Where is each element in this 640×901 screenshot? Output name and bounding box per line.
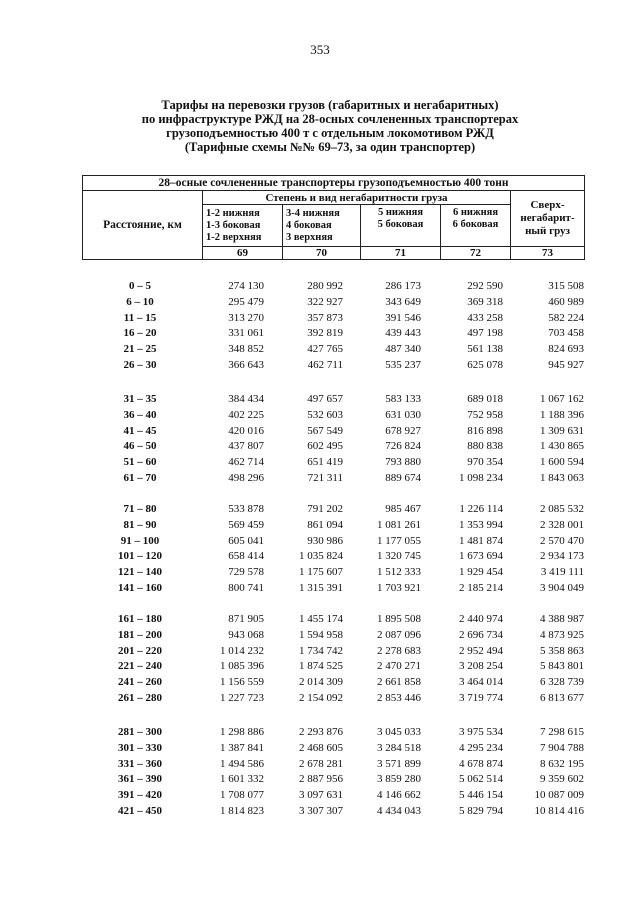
tariff-73-cell: 1 600 594 [540,456,584,469]
tariff-73-cell: 2 570 470 [540,534,584,547]
distance-cell: 26 – 30 [123,358,157,371]
degree-header: Степень и вид негабаритности груза [203,191,511,205]
tariff-73-cell: 315 508 [548,280,584,292]
tariff-73-cell: 2 328 001 [540,518,584,531]
tariff-73-cell: 582 224 [548,311,584,324]
distance-cell: 71 – 80 [123,503,157,515]
table-header [82,175,585,260]
tariff-71-cell: 1 512 333 [377,566,421,579]
table-row [0,392,640,408]
tariff-72-cell: 970 354 [467,456,503,469]
table-row [0,804,640,820]
tariff-69-cell: 1 814 823 [220,804,264,817]
tariff-72-cell: 880 838 [467,440,503,453]
degree-line: 1-2 нижняя [206,207,260,219]
tariff-69-cell: 605 041 [228,534,264,547]
tariff-70-cell: 322 927 [307,295,343,308]
tariff-72-cell: 561 138 [467,343,503,356]
table-main-header: 28–осные сочлененные транспортеры грузоподъемностью 400 тонн [83,176,585,191]
distance-cell: 101 – 120 [118,550,162,563]
row-group [0,612,640,707]
table-row [0,725,640,741]
tariff-72-cell: 497 198 [467,327,503,340]
tariff-71-cell: 631 030 [385,408,421,421]
tariff-70-cell: 2 887 956 [299,773,343,786]
table-row [0,565,640,581]
tariff-72-cell: 1 098 234 [459,471,503,484]
tariff-72-cell: 433 258 [467,311,503,324]
tariff-69-cell: 348 852 [228,343,264,356]
title-line: грузоподъемностью 400 т с отдельным локомотивом РЖД [166,126,494,140]
tariff-72-cell: 2 696 734 [459,628,503,641]
tariff-69-cell: 1 085 396 [220,660,264,673]
tariff-70-cell: 1 175 607 [299,566,343,579]
table-row [0,455,640,471]
tariff-69-cell: 274 130 [228,280,264,292]
tariff-69-cell: 1 387 841 [220,741,264,754]
tariff-72-cell: 3 975 534 [459,726,503,738]
distance-cell: 161 – 180 [118,613,162,625]
tariff-69-cell: 1 298 886 [220,726,264,738]
table-row [0,691,640,707]
oversize-header-line: негабарит- [520,212,575,224]
tariff-70-cell: 2 293 876 [299,726,343,738]
tariff-71-cell: 2 470 271 [377,660,421,673]
tariff-72-cell: 1 481 874 [459,534,503,547]
tariff-72-cell: 625 078 [467,358,503,371]
distance-cell: 61 – 70 [123,471,157,484]
tariff-71-cell: 343 649 [385,295,421,308]
distance-cell: 121 – 140 [118,566,162,579]
tariff-71-cell: 726 824 [385,440,421,453]
title-line: по инфраструктуре РЖД на 28-осных сочлененных транспортерах [141,112,519,126]
tariff-70-cell: 392 819 [307,327,343,340]
table-row [0,549,640,565]
tariff-69-cell: 498 296 [228,471,264,484]
table-row [0,675,640,691]
page-title [80,98,580,154]
degree-line: 1-3 боковая [206,219,261,231]
tariff-70-cell: 930 986 [307,534,343,547]
degree-line: 1-2 верхняя [206,231,262,243]
tariff-70-cell: 1 594 958 [299,628,343,641]
oversize-header-line: ный груз [525,225,570,237]
tariff-72-cell: 689 018 [467,393,503,405]
tariff-73-cell: 10 814 416 [534,804,584,817]
degree-line: 5 боковая [377,219,424,230]
tariff-71-cell: 1 081 261 [377,518,421,531]
tariff-72-cell: 2 440 974 [459,613,503,625]
tariff-71-cell: 3 571 899 [377,757,421,770]
tariff-71-cell: 3 045 033 [377,726,421,738]
tariff-72-cell: 3 719 774 [459,691,503,704]
tariff-73-cell: 4 388 987 [540,613,584,625]
distance-cell: 36 – 40 [123,408,157,421]
tariff-71-cell: 1 895 508 [377,613,421,625]
tariff-70-cell: 3 097 631 [299,789,343,802]
scheme-number: 71 [361,247,441,260]
tariff-70-cell: 2 678 281 [299,757,343,770]
distance-cell: 361 – 390 [118,773,162,786]
tariff-73-cell: 945 927 [548,358,584,371]
tariff-73-cell: 7 298 615 [540,726,584,738]
tariff-69-cell: 437 807 [228,440,264,453]
tariff-70-cell: 3 307 307 [299,804,343,817]
tariff-70-cell: 1 315 391 [299,581,343,594]
distance-cell: 421 – 450 [118,804,162,817]
page-number: 353 [310,42,330,57]
tariff-72-cell: 3 208 254 [459,660,503,673]
tariff-69-cell: 871 905 [228,613,264,625]
tariff-70-cell: 1 455 174 [299,613,343,625]
degree-col-70 [283,205,361,247]
table-row [0,326,640,342]
tariff-72-cell: 1 673 694 [459,550,503,563]
tariff-69-cell: 533 878 [228,503,264,515]
degree-line: 6 боковая [452,219,499,230]
tariff-72-cell: 5 829 794 [459,804,503,817]
title-line: Тарифы на перевозки грузов (габаритных и негабаритных) [161,98,499,112]
tariff-71-cell: 985 467 [385,503,421,515]
tariff-72-cell: 292 590 [467,280,503,292]
tariff-70-cell: 462 711 [307,358,343,371]
distance-cell: 11 – 15 [123,311,157,324]
table-row [0,424,640,440]
distance-cell: 21 – 25 [123,343,157,356]
tariff-72-cell: 2 185 214 [459,581,503,594]
tariff-73-cell: 824 693 [548,343,584,356]
tariff-69-cell: 1 708 077 [220,789,264,802]
tariff-69-cell: 800 741 [228,581,264,594]
tariff-71-cell: 678 927 [385,424,421,437]
tariff-70-cell: 2 014 309 [299,676,343,689]
tariff-71-cell: 793 880 [385,456,421,469]
tariff-70-cell: 427 765 [307,343,343,356]
distance-cell: 301 – 330 [118,741,162,754]
tariff-69-cell: 462 714 [228,456,264,469]
scheme-number: 73 [511,247,585,260]
tariff-71-cell: 2 087 096 [377,628,421,641]
tariff-70-cell: 1 874 525 [299,660,343,673]
tariff-73-cell: 2 085 532 [540,503,584,515]
table-row [0,342,640,358]
table-row [0,788,640,804]
tariff-70-cell: 861 094 [307,518,343,531]
tariff-71-cell: 2 661 858 [377,676,421,689]
tariff-71-cell: 1 177 055 [377,534,421,547]
tariff-72-cell: 3 464 014 [459,676,503,689]
row-group [0,392,640,487]
distance-cell: 221 – 240 [118,660,162,673]
tariff-73-cell: 5 843 801 [540,660,584,673]
distance-cell: 391 – 420 [118,789,162,802]
tariff-71-cell: 2 278 683 [377,644,421,657]
tariff-69-cell: 943 068 [228,628,264,641]
tariff-70-cell: 567 549 [307,424,343,437]
distance-cell: 46 – 50 [123,440,157,453]
table-row [0,518,640,534]
tariff-72-cell: 2 952 494 [459,644,503,657]
tariff-69-cell: 1 494 586 [220,757,264,770]
tariff-73-cell: 8 632 195 [540,757,584,770]
tariff-72-cell: 369 318 [467,295,503,308]
degree-line: 6 нижняя [453,207,498,218]
tariff-71-cell: 535 237 [385,358,421,371]
tariff-69-cell: 729 578 [228,566,264,579]
tariff-73-cell: 7 904 788 [540,741,584,754]
table-row [0,581,640,597]
scheme-number: 69 [203,247,283,260]
tariff-70-cell: 721 311 [307,471,343,484]
tariff-71-cell: 487 340 [385,343,421,356]
degree-line: 5 нижняя [378,207,423,218]
table-row [0,644,640,660]
tariff-71-cell: 3 859 280 [377,773,421,786]
tariff-70-cell: 497 657 [307,393,343,405]
tariff-72-cell: 1 929 454 [459,566,503,579]
distance-cell: 41 – 45 [123,424,157,437]
distance-cell: 31 – 35 [123,393,157,405]
tariff-73-cell: 1 309 631 [540,424,584,437]
tariff-70-cell: 1 035 824 [299,550,343,563]
tariff-69-cell: 420 016 [228,424,264,437]
table-row [0,408,640,424]
tariff-69-cell: 569 459 [228,518,264,531]
distance-cell: 51 – 60 [123,456,157,469]
tariff-73-cell: 4 873 925 [540,628,584,641]
degree-line: 3 верхняя [286,231,333,243]
tariff-71-cell: 4 146 662 [377,789,421,802]
distance-cell: 16 – 20 [123,327,157,340]
distance-cell: 6 – 10 [126,295,154,308]
table-row [0,295,640,311]
table-row [0,502,640,518]
degree-line: 3-4 нижняя [286,207,340,219]
tariff-71-cell: 286 173 [385,280,421,292]
scheme-number: 70 [283,247,361,260]
tariff-69-cell: 1 601 332 [220,773,264,786]
tariff-71-cell: 439 443 [385,327,421,340]
tariff-72-cell: 816 898 [467,424,503,437]
tariff-70-cell: 2 468 605 [299,741,343,754]
table-row [0,311,640,327]
row-group [0,279,640,374]
distance-cell: 141 – 160 [118,581,162,594]
distance-cell: 91 – 100 [120,534,160,547]
tariff-69-cell: 402 225 [228,408,264,421]
tariff-69-cell: 295 479 [228,295,264,308]
tariff-71-cell: 2 853 446 [377,691,421,704]
tariff-71-cell: 1 703 921 [377,581,421,594]
tariff-73-cell: 2 934 173 [540,550,584,563]
tariff-69-cell: 1 156 559 [220,676,264,689]
tariff-72-cell: 1 226 114 [459,503,503,515]
tariff-69-cell: 1 227 723 [220,691,264,704]
distance-cell: 261 – 280 [118,691,162,704]
tariff-73-cell: 9 359 602 [540,773,584,786]
tariff-70-cell: 1 734 742 [299,644,343,657]
degree-col-69 [203,205,283,247]
table-row [0,659,640,675]
tariff-69-cell: 331 061 [228,327,264,340]
tariff-70-cell: 791 202 [307,503,343,515]
oversize-header [511,191,585,247]
tariff-69-cell: 1 014 232 [220,644,264,657]
tariff-69-cell: 366 643 [228,358,264,371]
table-row [0,612,640,628]
tariff-73-cell: 6 328 739 [540,676,584,689]
tariff-71-cell: 4 434 043 [377,804,421,817]
tariff-71-cell: 583 133 [385,393,421,405]
tariff-71-cell: 889 674 [385,471,421,484]
scheme-number: 72 [441,247,511,260]
tariff-73-cell: 460 989 [548,295,584,308]
table-row [0,628,640,644]
tariff-73-cell: 5 358 863 [540,644,584,657]
row-group [0,725,640,820]
tariff-73-cell: 703 458 [548,327,584,340]
tariff-70-cell: 602 495 [307,440,343,453]
distance-cell: 281 – 300 [118,726,162,738]
degree-col-71 [361,205,441,247]
tariff-69-cell: 313 270 [228,311,264,324]
tariff-71-cell: 391 546 [385,311,421,324]
tariff-73-cell: 10 087 009 [534,789,584,802]
table-row [0,358,640,374]
tariff-69-cell: 658 414 [228,550,264,563]
table-row [0,741,640,757]
tariff-72-cell: 1 353 994 [459,518,503,531]
tariff-70-cell: 532 603 [307,408,343,421]
table-row [0,534,640,550]
distance-cell: 181 – 200 [118,628,162,641]
tariff-72-cell: 5 446 154 [459,789,503,802]
tariff-72-cell: 4 295 234 [459,741,503,754]
table-row [0,772,640,788]
tariff-71-cell: 1 320 745 [377,550,421,563]
distance-header: Расстояние, км [83,191,203,260]
tariff-72-cell: 4 678 874 [459,757,503,770]
oversize-header-line: Сверх- [530,199,565,211]
tariff-73-cell: 6 813 677 [540,691,584,704]
title-line: (Тарифные схемы №№ 69–73, за один транспортер) [184,140,476,154]
distance-cell: 0 – 5 [129,280,151,292]
tariff-70-cell: 651 419 [307,456,343,469]
distance-cell: 331 – 360 [118,757,162,770]
degree-line: 4 боковая [286,219,332,231]
tariff-73-cell: 1 430 865 [540,440,584,453]
degree-col-72 [441,205,511,247]
table-row [0,471,640,487]
tariff-71-cell: 3 284 518 [377,741,421,754]
tariff-73-cell: 1 067 162 [540,393,584,405]
tariff-70-cell: 2 154 092 [299,691,343,704]
tariff-72-cell: 752 958 [467,408,503,421]
table-row [0,279,640,295]
row-group [0,502,640,597]
distance-cell: 241 – 260 [118,676,162,689]
tariff-73-cell: 1 843 063 [540,471,584,484]
tariff-69-cell: 384 434 [228,393,264,405]
tariff-73-cell: 3 904 049 [540,581,584,594]
tariff-70-cell: 280 992 [307,280,343,292]
distance-cell: 81 – 90 [123,518,157,531]
distance-cell: 201 – 220 [118,644,162,657]
table-row [0,757,640,773]
tariff-73-cell: 1 188 396 [540,408,584,421]
tariff-70-cell: 357 873 [307,311,343,324]
tariff-73-cell: 3 419 111 [540,566,584,579]
tariff-72-cell: 5 062 514 [459,773,503,786]
table-row [0,439,640,455]
